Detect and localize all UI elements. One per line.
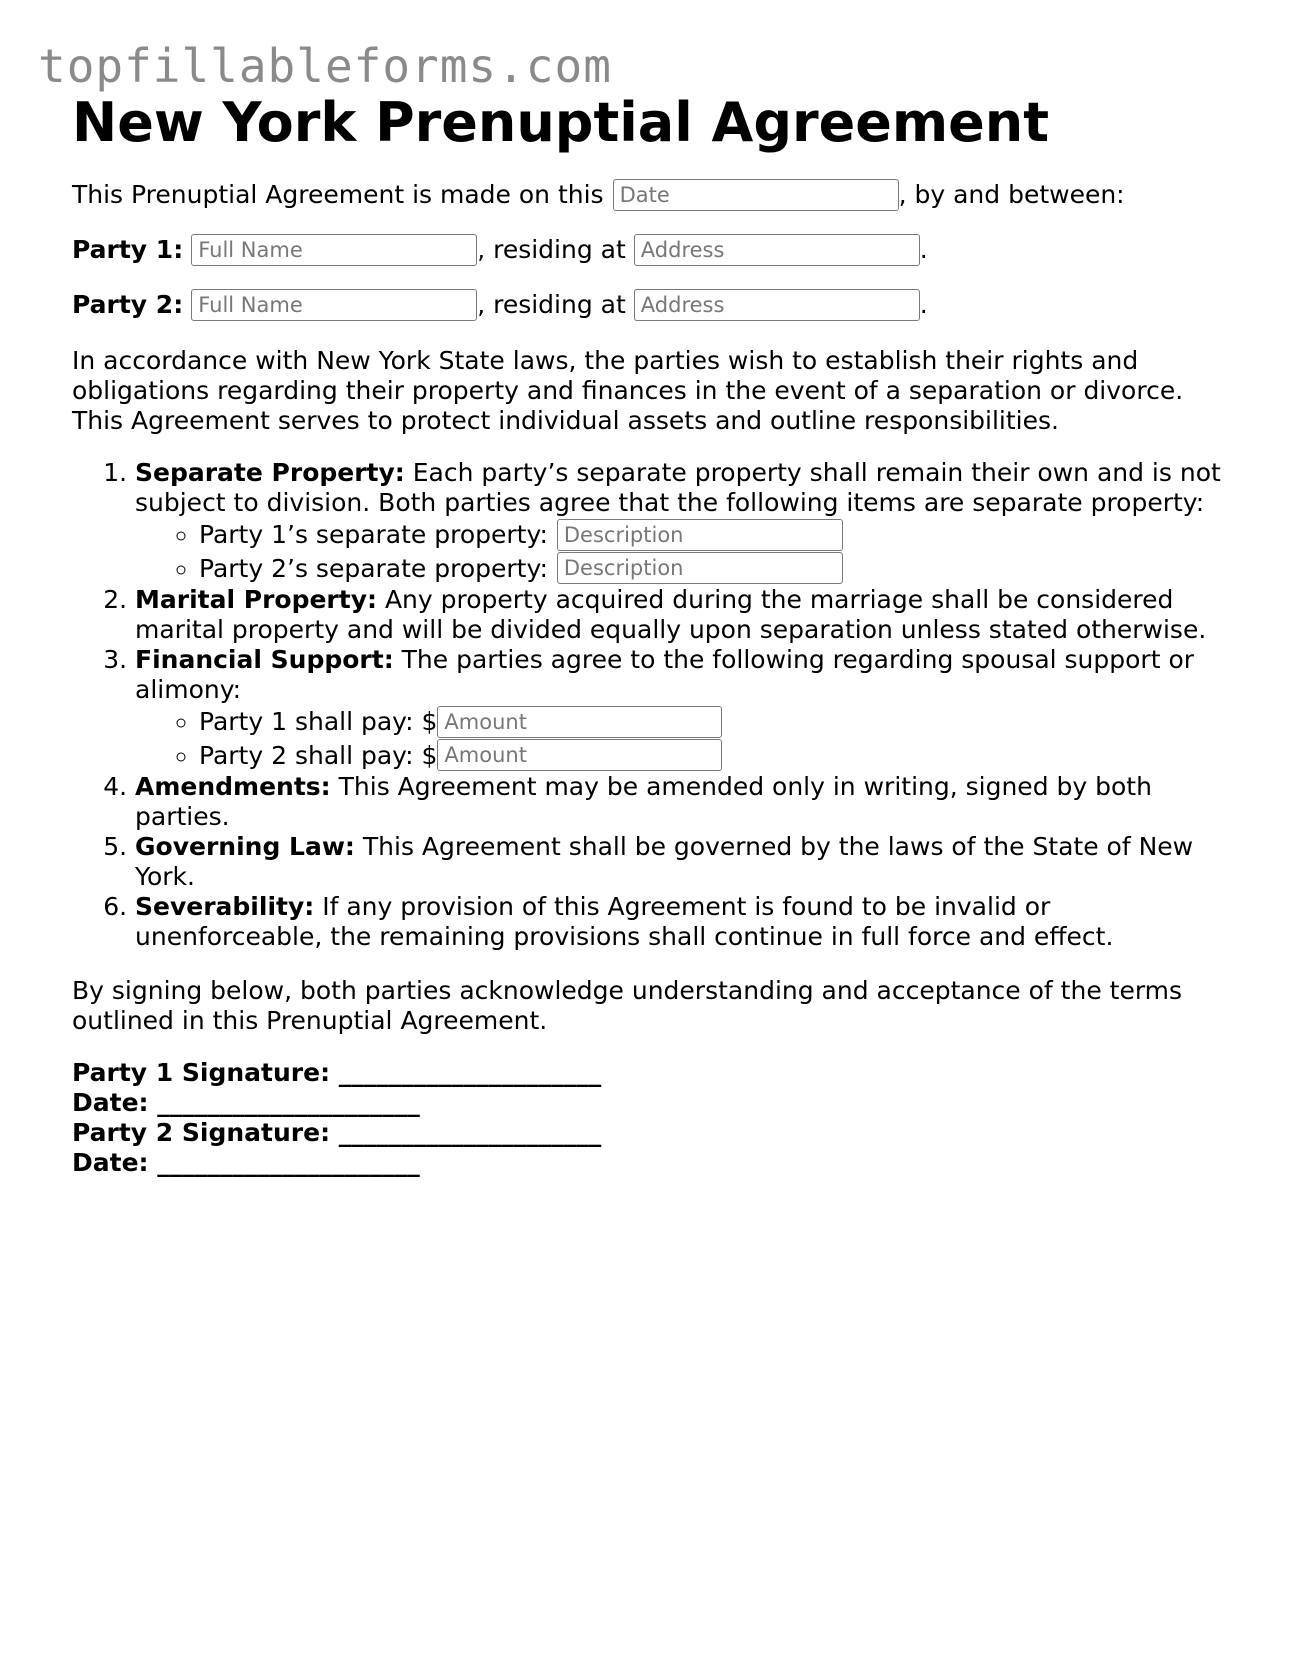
intro-text: This Prenuptial Agreement is made on this (72, 180, 604, 209)
term-heading: Governing Law: (135, 832, 355, 861)
term-separate-property (135, 458, 1232, 585)
page-title: New York Prenuptial Agreement (72, 91, 1050, 154)
term-heading: Amendments: (135, 772, 331, 801)
party-2-pay-label: ◦ Party 2 shall pay: $ (199, 740, 438, 770)
watermark: topfillableforms.com (38, 39, 612, 93)
term-heading: Separate Property: (135, 458, 405, 487)
term-amendments (135, 772, 1232, 832)
intro-line (72, 178, 1232, 212)
term-severability (135, 892, 1232, 952)
party-2-amount-input[interactable] (437, 739, 722, 771)
party-2-name-input[interactable] (191, 289, 477, 321)
party-1-line (72, 233, 1232, 267)
document-page (72, 90, 1232, 1178)
party-1-address-input[interactable] (634, 234, 920, 266)
term-heading: Marital Property: (135, 585, 377, 614)
separate-property-list (135, 518, 1232, 585)
party-1-date-line: Date: _____________________ (72, 1088, 420, 1117)
term-governing-law (135, 832, 1232, 892)
party-2-separate-label: ◦ Party 2’s separate property: (199, 553, 548, 583)
party-1-end: . (919, 235, 928, 264)
party-1-residing-text: , residing at (477, 235, 626, 264)
terms-list (72, 458, 1232, 952)
party-2-signature-line: Party 2 Signature: _____________________ (72, 1118, 602, 1147)
term-text: This Agreement shall be governed by the laws of the State of New York. (135, 832, 1194, 891)
party-1-pay-label: ◦ Party 1 shall pay: $ (199, 707, 438, 736)
party-2-label: Party 2: (72, 290, 184, 319)
party-2-separate-property-input[interactable] (557, 552, 843, 584)
list-item (199, 518, 1232, 552)
party-1-separate-label: ◦ Party 1’s separate property: (199, 520, 548, 549)
purpose-paragraph: In accordance with New York State laws, the parties wish to establish their rights and obligations regarding their property and finances in the event of a separation or divorce. This Agreement serves to protect individual assets and outline responsibilities. (72, 346, 1184, 435)
term-text: Each party’s separate property shall remain their own and is not subject to division. Both parties agree that the following items are separate property: (135, 458, 1221, 517)
intro-after-text: , by and between: (898, 180, 1125, 209)
party-1-signature-line: Party 1 Signature: _____________________ (72, 1058, 602, 1087)
party-2-address-input[interactable] (634, 289, 920, 321)
party-1-label: Party 1: (72, 235, 184, 264)
list-item (199, 552, 1232, 586)
term-text: If any provision of this Agreement is found to be invalid or unenforceable, the remaining provisions shall continue in full force and effect. (135, 892, 1114, 951)
term-text: Any property acquired during the marriage shall be considered marital property and will be divided equally upon separation unless stated otherwise. (135, 585, 1207, 644)
party-1-amount-input[interactable] (437, 706, 722, 738)
party-1-name-input[interactable] (191, 234, 477, 266)
party-2-residing-text: , residing at (477, 290, 626, 319)
term-financial-support (135, 645, 1232, 772)
signature-block (72, 1058, 1232, 1178)
term-heading: Financial Support: (135, 645, 394, 674)
term-text: The parties agree to the following regarding spousal support or alimony: (135, 645, 1195, 704)
list-item (199, 739, 1232, 773)
term-heading: Severability: (135, 892, 315, 921)
party-1-separate-property-input[interactable] (557, 519, 843, 551)
list-item (199, 705, 1232, 739)
agreement-date-input[interactable] (613, 179, 899, 211)
term-marital-property (135, 585, 1232, 645)
financial-support-list (135, 705, 1232, 772)
party-2-date-line: Date: _____________________ (72, 1148, 420, 1177)
party-2-end: . (919, 290, 928, 319)
term-text: This Agreement may be amended only in writing, signed by both parties. (135, 772, 1152, 831)
closing-paragraph: By signing below, both parties acknowledge understanding and acceptance of the terms outlined in this Prenuptial Agreement. (72, 976, 1183, 1035)
party-2-line (72, 288, 1232, 322)
